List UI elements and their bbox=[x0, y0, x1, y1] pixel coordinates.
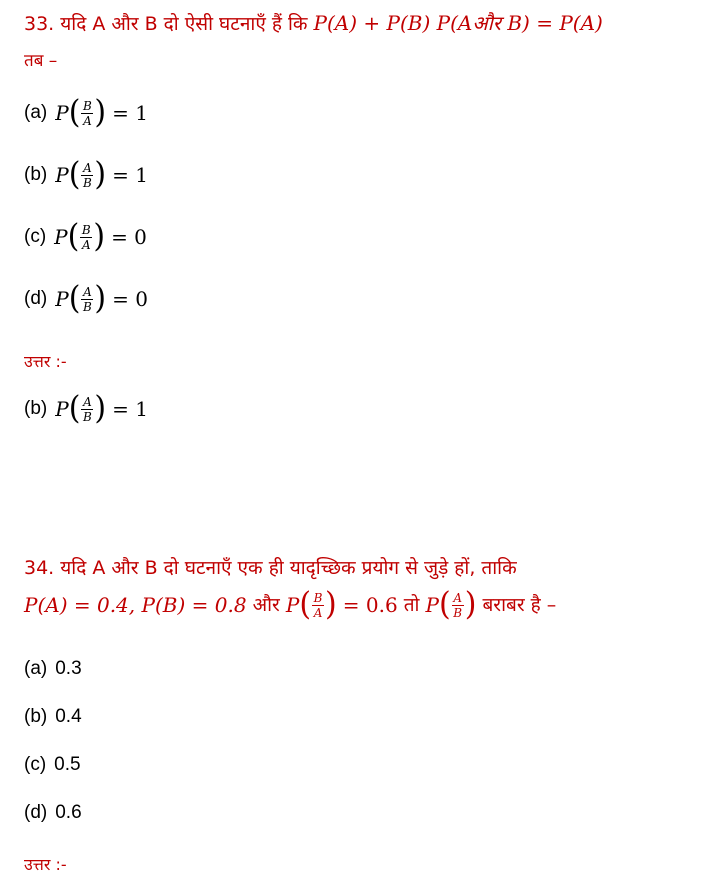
probability-expression: P ( $\frac{A}{B}$ ) = 0 bbox=[55, 280, 148, 317]
option-label: (b) bbox=[24, 706, 48, 727]
option-label: (b) bbox=[24, 164, 48, 185]
q34-option-d bbox=[24, 802, 82, 824]
option-label: (b) bbox=[24, 398, 48, 419]
option-label: (a) bbox=[24, 102, 48, 123]
q33-answer bbox=[24, 390, 148, 427]
probability-expression: P ( $\frac{A}{B}$ ) = 1 bbox=[55, 156, 148, 193]
option-value: 0.6 bbox=[55, 802, 82, 823]
q34-given-values: P(A) = 0.4, P(B) = 0.8 bbox=[24, 593, 247, 617]
q33-math: P(A) + P(B) P(Aऔर B) = P(A) bbox=[313, 11, 603, 35]
q33-option-b bbox=[24, 156, 148, 193]
q33-question-line2: तब – bbox=[24, 51, 58, 71]
q34-option-a bbox=[24, 658, 82, 680]
probability-expression: P ( $\frac{A}{B}$ ) = 1 bbox=[55, 390, 148, 427]
q34-question-line2: P(A) = 0.4, P(B) = 0.8 और P ( $\frac{B}{A}$ ) = 0.6 तो P ( $\frac{A}{B}$ ) बराबर है – bbox=[24, 586, 557, 623]
probability-expression: P ( $\frac{B}{A}$ ) = 0 bbox=[54, 218, 147, 255]
q34-option-b bbox=[24, 706, 82, 728]
option-value: 0.3 bbox=[55, 658, 82, 679]
option-label: (d) bbox=[24, 802, 48, 823]
q34-question-line1: 34. यदि A और B दो घटनाएँ एक ही यादृच्छिक प्रयोग से जुड़े हों, ताकि bbox=[24, 557, 517, 579]
q33-prefix: 33. यदि A और B दो ऐसी घटनाएँ हैं कि bbox=[24, 13, 314, 35]
option-label: (d) bbox=[24, 288, 48, 309]
q33-option-c bbox=[24, 218, 147, 255]
probability-expression: P ( $\frac{B}{A}$ ) = 1 bbox=[55, 94, 148, 131]
q33-question-line1 bbox=[24, 10, 603, 37]
option-value: 0.4 bbox=[55, 706, 82, 727]
option-value: 0.5 bbox=[54, 754, 81, 775]
option-label: (c) bbox=[24, 226, 47, 247]
option-label: (a) bbox=[24, 658, 48, 679]
conditional-prob-b-given-a: P ( $\frac{B}{A}$ ) = 0.6 bbox=[285, 586, 398, 623]
q34-option-c bbox=[24, 754, 81, 776]
q34-answer-label: उत्तर :- bbox=[24, 855, 67, 874]
q33-option-d bbox=[24, 280, 148, 317]
conditional-prob-a-given-b: P ( $\frac{A}{B}$ ) bbox=[425, 586, 477, 623]
option-label: (c) bbox=[24, 754, 47, 775]
q33-answer-label: उत्तर :- bbox=[24, 352, 67, 371]
q33-option-a bbox=[24, 94, 148, 131]
